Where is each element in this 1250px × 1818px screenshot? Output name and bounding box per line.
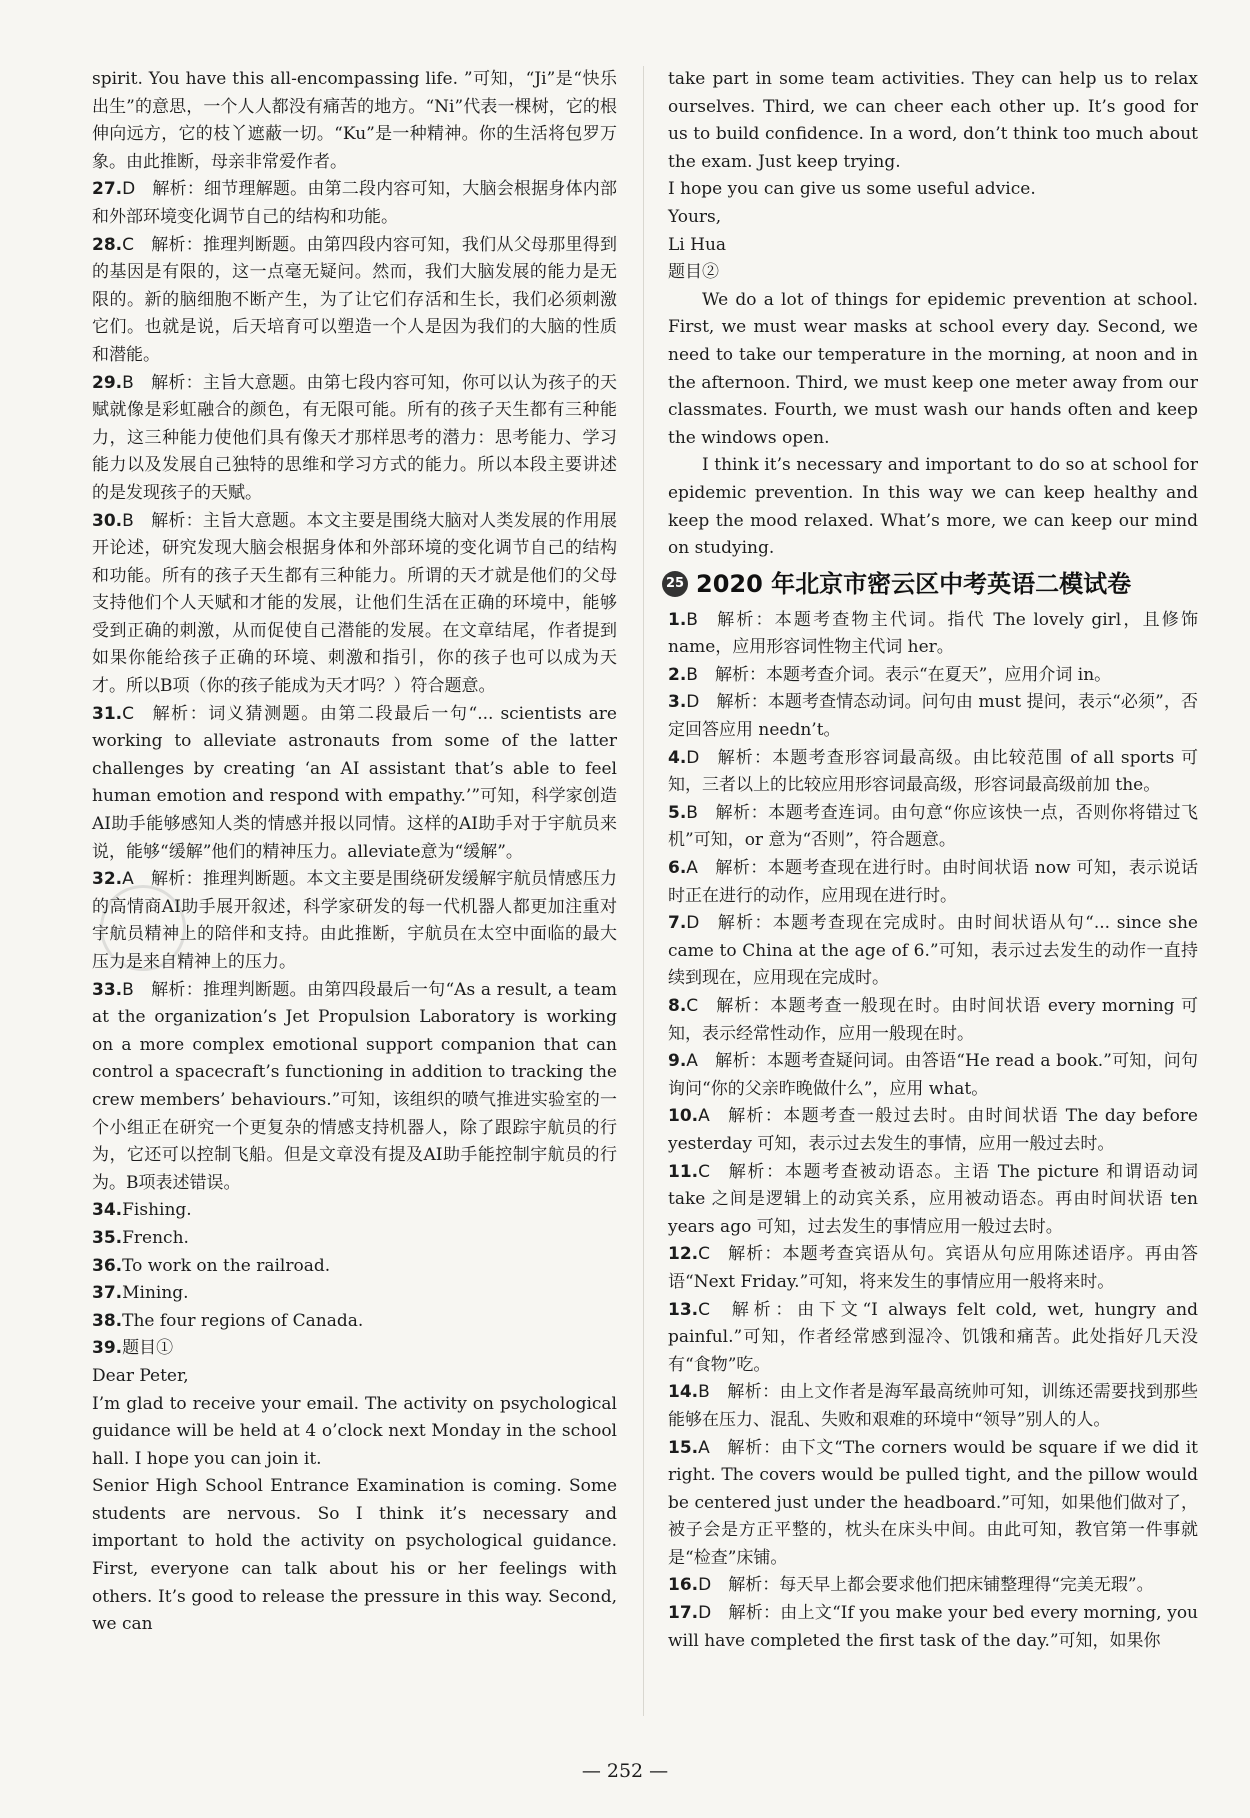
explanation-text: 解析：本题考查疑问词。由答语“He read a book.”可知，问句询问“你的父亲昨晚做什么”，应用 what。	[668, 1051, 1198, 1099]
answer-letter: C	[122, 703, 134, 724]
letter-closing: Yours,	[668, 206, 722, 227]
left-column	[92, 66, 617, 1639]
answer-letter: B	[122, 372, 134, 393]
section-heading	[662, 567, 1198, 601]
question-number: 30.	[92, 510, 123, 531]
answer-letter: B	[686, 802, 698, 823]
answer-letter: B	[686, 609, 698, 630]
topic-two-label: 题目②	[668, 262, 719, 283]
essay-paragraph: I think it’s necessary and important to do so at school for epidemic prevention. In this way we can keep healthy and keep the mood relaxed. What’s more, we can keep our mind on studying.	[668, 455, 1198, 559]
answer-item	[668, 1600, 1198, 1655]
watermark-logo	[460, 1691, 719, 1709]
question-number: 35.	[92, 1227, 123, 1248]
answer-item	[668, 1103, 1198, 1158]
answer-item	[92, 176, 617, 231]
answer-item	[92, 508, 617, 701]
section-title: 2020 年北京市密云区中考英语二模试卷	[696, 569, 1132, 598]
answer-letter: D	[698, 1603, 712, 1624]
question-number: 7.	[668, 913, 687, 934]
answer-letter: D	[122, 179, 136, 200]
question-number: 2.	[668, 664, 687, 685]
answer-item	[668, 855, 1198, 910]
letter-paragraph: I hope you can give us some useful advice.	[668, 179, 1036, 200]
answer-letter: A	[698, 1106, 710, 1127]
explanation-text: 解析：本题考查被动语态。主语 The picture 和谓语动词 take 之间是逻辑上的动宾关系，应用被动语态。再由时间状语 ten years ago 可知，过去发生的事情应用一般过去时。	[668, 1161, 1198, 1237]
answer-letter: B	[122, 979, 134, 1000]
letter-paragraph: I’m glad to receive your email. The activity on psychological guidance will be held at 4 o’clock next Monday in the school hall. I hope you can join it.	[92, 1393, 617, 1469]
answer-letter: C	[122, 234, 134, 255]
answer-item	[668, 1048, 1198, 1103]
explanation-text: 题目①	[122, 1338, 174, 1359]
explanation-text: To work on the railroad.	[122, 1255, 331, 1276]
question-number: 13.	[668, 1299, 699, 1320]
essay-two	[668, 287, 1198, 563]
letter-paragraph: take part in some team activities. They can help us to relax ourselves. Third, we can cheer each other up. It’s good for us to build confidence. In a word, don’t think too much about the exam. Just keep trying.	[668, 69, 1198, 172]
letter-one	[92, 1363, 617, 1639]
explanation-text: The four regions of Canada.	[122, 1310, 364, 1331]
question-number: 4.	[668, 747, 687, 768]
answer-item	[668, 689, 1198, 744]
answer-item	[668, 993, 1198, 1048]
question-number: 38.	[92, 1310, 123, 1331]
explanation-text: 解析：由上文“If you make your bed every morning, you will have completed the first task of the day.”可知，如果你	[668, 1603, 1198, 1651]
answer-item	[668, 1379, 1198, 1434]
answer-item	[668, 910, 1198, 993]
explanation-text: 解析：词义猜测题。由第二段最后一句“... scientists are working to alleviate astronauts from some of the latter challenges by creating ‘an AI assistant that’s able to feel human emotion and respond with empathy.’”可知，科学家创造AI助手能够感知人类的情感并报以同情。这样的AI助手对于宇航员来说，能够“缓解”他们的精神压力。alleviate意为“缓解”。	[92, 703, 617, 862]
answer-item	[668, 607, 1198, 662]
right-column	[665, 66, 1198, 1655]
answer-letter: C	[698, 1244, 710, 1265]
page-number: — 252 —	[581, 1760, 669, 1782]
explanation-text: 解析：本题考查现在进行时。由时间状语 now 可知，表示说话时正在进行的动作，应用现在进行时。	[668, 858, 1198, 906]
answer-letter: D	[698, 1575, 712, 1596]
answer-letter: B	[122, 510, 134, 531]
explanation-text: 解析：本题考查形容词最高级。由比较范围 of all sports 可知，三者以上的比较应用形容词最高级，形容词最高级前加 the。	[668, 747, 1198, 796]
question-number: 29.	[92, 372, 123, 393]
explanation-text: 解析：本题考查连词。由句意“你应该快一点，否则你将错过飞机”可知，or 意为“否则”，符合题意。	[668, 802, 1198, 851]
question-number: 39.	[92, 1338, 123, 1359]
explanation-text: spirit. You have this all-encompassing life. ”可知，“Ji”是“快乐出生”的意思，一个人人都没有痛苦的地方。“Ni”代表一棵树，它的根伸向远方，它的枝丫遮蔽一切。“Ku”是一种精神。你的生活将包罗万象。由此推断，母亲非常爱作者。	[92, 69, 617, 172]
explanation-text: 解析：本题考查一般过去时。由时间状语 The day before yesterday 可知，表示过去发生的事情，应用一般过去时。	[668, 1106, 1198, 1154]
answer-item	[92, 1335, 617, 1363]
answer-letter: D	[686, 692, 700, 713]
explanation-text: Fishing.	[122, 1200, 192, 1221]
explanation-text: 解析：本题考查情态动词。问句由 must 提问，表示“必须”，否定回答应用 needn’t。	[668, 692, 1198, 741]
explanation-text: 解析：推理判断题。由第四段内容可知，我们从父母那里得到的基因是有限的，这一点毫无疑问。然而，我们大脑发展的能力是无限的。新的脑细胞不断产生，为了让它们存活和生长，我们必须刺激它们。也就是说，后天培育可以塑造一个人是因为我们的大脑的性质和潜能。	[92, 234, 617, 365]
question-number: 36.	[92, 1255, 123, 1276]
explanation-text: 解析：本题考查物主代词。指代 The lovely girl，且修饰name，应用形容词性物主代词 her。	[668, 609, 1198, 658]
letter-paragraph: Senior High School Entrance Examination is coming. Some students are nervous. So I think it’s necessary and important to hold the activity on psychological guidance. First, everyone can talk about his or her feelings with others. It’s good to release the pressure in this way. Second, we can	[92, 1476, 617, 1635]
answer-item	[92, 1308, 617, 1336]
explanation-text: 解析：本题考查现在完成时。由时间状语从句“... since she came to China at the age of 6.”可知，表示过去发生的动作一直持续到现在，应用现在完成时。	[668, 913, 1198, 989]
explanation-text: 解析：细节理解题。由第二段内容可知，大脑会根据身体内部和外部环境变化调节自己的结构和功能。	[92, 179, 617, 227]
question-number: 6.	[668, 858, 687, 879]
answer-letter: A	[698, 1437, 710, 1458]
question-number: 10.	[668, 1106, 699, 1127]
question-number: 12.	[668, 1244, 699, 1265]
explanation-text: 解析：由下文“I always felt cold, wet, hungry and painful.”可知，作者经常感到湿冷、饥饿和痛苦。此处指好几天没有“食物”吃。	[668, 1299, 1198, 1375]
answer-letter: D	[686, 747, 700, 768]
answer-item	[668, 800, 1198, 855]
answer-item	[92, 370, 617, 508]
explanation-text: 解析：每天早上都会要求他们把床铺整理得“完美无瑕”。	[728, 1575, 1154, 1596]
explanation-text: 解析：主旨大意题。由第七段内容可知，你可以认为孩子的天赋就像是彩虹融合的颜色，有无限可能。所有的孩子天生都有三种能力，这三种能力使他们具有像天才那样思考的潜力：思考能力、学习能力以及发展自己独特的思维和学习方式的能力。所以本段主要讲述的是发现孩子的天赋。	[92, 372, 617, 503]
question-number: 5.	[668, 802, 687, 823]
explanation-text: 解析：主旨大意题。本文主要是围绕大脑对人类发展的作用展开论述，研究发现大脑会根据身体和外部环境的变化调节自己的结构和功能。所有的孩子天生都有三种能力。所谓的天才就是他们的父母支持他们个人天赋和才能的发展，让他们生活在正确的环境中，能够受到正确的刺激，从而促使自己潜能的发展。在文章结尾，作者提到如果你能给孩子正确的环境、刺激和指引，你的孩子也可以成为天才。所以B项（你的孩子能成为天才吗？）符合题意。	[92, 510, 617, 697]
question-number: 28.	[92, 234, 123, 255]
left-answer-list	[92, 66, 617, 1363]
answer-letter: C	[698, 1161, 710, 1182]
answer-item	[92, 701, 617, 867]
answer-letter: C	[686, 996, 699, 1016]
question-number: 15.	[668, 1437, 699, 1458]
question-number: 17.	[668, 1603, 699, 1624]
answer-letter: A	[686, 1051, 698, 1072]
explanation-text: 解析：推理判断题。由第四段最后一句“As a result, a team at the organization’s Jet Propulsion Laboratory is working on a more complex emotional support companion that can control a spacecraft’s functioning in addition to tracking the crew members’ behaviours.”可知，该组织的喷气推进实验室的一个小组正在研究一个更复杂的情感支持机器人，除了跟踪宇航员的行为，它还可以控制飞船。但是文章没有提及AI助手能控制宇航员的行为。B项表述错误。	[92, 979, 617, 1193]
answer-item	[92, 1197, 617, 1225]
question-number: 32.	[92, 869, 123, 890]
explanation-text: 解析：推理判断题。本文主要是围绕研发缓解宇航员情感压力的高情商AI助手展开叙述，科学家研发的每一代机器人都更加注重对宇航员精神上的陪伴和支持。由此推断，宇航员在太空中面临的最大压力是来自精神上的压力。	[92, 869, 617, 972]
explanation-text: 解析：本题考查一般现在时。由时间状语 every morning 可知，表示经常性动作，应用一般现在时。	[668, 996, 1198, 1044]
explanation-text: Mining.	[122, 1283, 189, 1304]
answer-item	[668, 1159, 1198, 1242]
question-number: 37.	[92, 1283, 123, 1304]
essay-paragraph: We do a lot of things for epidemic prevention at school. First, we must wear masks at school every day. Second, we need to take our temperature in the morning, at noon and in the afternoon. Third, we must keep one meter away from our classmates. Fourth, we must wash our hands often and keep the windows open.	[668, 289, 1198, 448]
answer-letter: C	[698, 1299, 710, 1320]
explanation-text: 解析：由上文作者是海军最高统帅可知，训练还需要找到那些能够在压力、混乱、失败和艰难的环境中“领导”别人的人。	[668, 1382, 1198, 1430]
answer-letter: A	[122, 869, 134, 890]
answer-item	[668, 745, 1198, 800]
section-number-badge: 25	[662, 571, 688, 597]
explanation-text: 解析：由下文“The corners would be square if we did it right. The covers would be pulled tight, and the pillow would be centered just under the headboard.”可知，如果他们做对了，被子会是方正平整的，枕头在床头中间。由此可知，教官第一件事就是“检查”床铺。	[668, 1437, 1198, 1568]
column-divider	[643, 66, 644, 1716]
question-number: 16.	[668, 1575, 699, 1596]
answer-item	[668, 1435, 1198, 1573]
question-number: 14.	[668, 1382, 699, 1403]
answer-item	[92, 866, 617, 976]
answer-item	[92, 1253, 617, 1281]
answer-item	[668, 1297, 1198, 1380]
answer-item	[668, 1241, 1198, 1296]
answer-item	[92, 66, 617, 176]
answer-item	[92, 977, 617, 1198]
letter-one-continued	[668, 66, 1198, 287]
answer-item	[668, 662, 1198, 690]
question-number: 9.	[668, 1051, 687, 1072]
question-number: 27.	[92, 179, 123, 200]
answer-item	[92, 232, 617, 370]
answer-item	[92, 1280, 617, 1308]
question-number: 33.	[92, 979, 123, 1000]
answer-letter: A	[686, 858, 698, 879]
right-answer-list	[668, 607, 1198, 1656]
question-number: 1.	[668, 609, 687, 630]
explanation-text: French.	[122, 1227, 189, 1248]
answer-item	[668, 1572, 1198, 1600]
explanation-text: 解析：本题考查介词。表示“在夏天”，应用介词 in。	[714, 664, 1112, 685]
question-number: 3.	[668, 692, 687, 713]
letter-salutation: Dear Peter,	[92, 1365, 189, 1386]
question-number: 34.	[92, 1200, 123, 1221]
explanation-text: 解析：本题考查宾语从句。宾语从句应用陈述语序。再由答语“Next Friday.”可知，将来发生的事情应用一般将来时。	[668, 1244, 1198, 1292]
answer-letter: D	[686, 913, 700, 934]
question-number: 11.	[668, 1161, 699, 1182]
letter-signature: Li Hua	[668, 234, 727, 255]
question-number: 31.	[92, 703, 123, 724]
answer-letter: B	[698, 1382, 710, 1403]
answer-letter: B	[686, 664, 698, 685]
answer-item	[92, 1225, 617, 1253]
question-number: 8.	[668, 996, 687, 1016]
